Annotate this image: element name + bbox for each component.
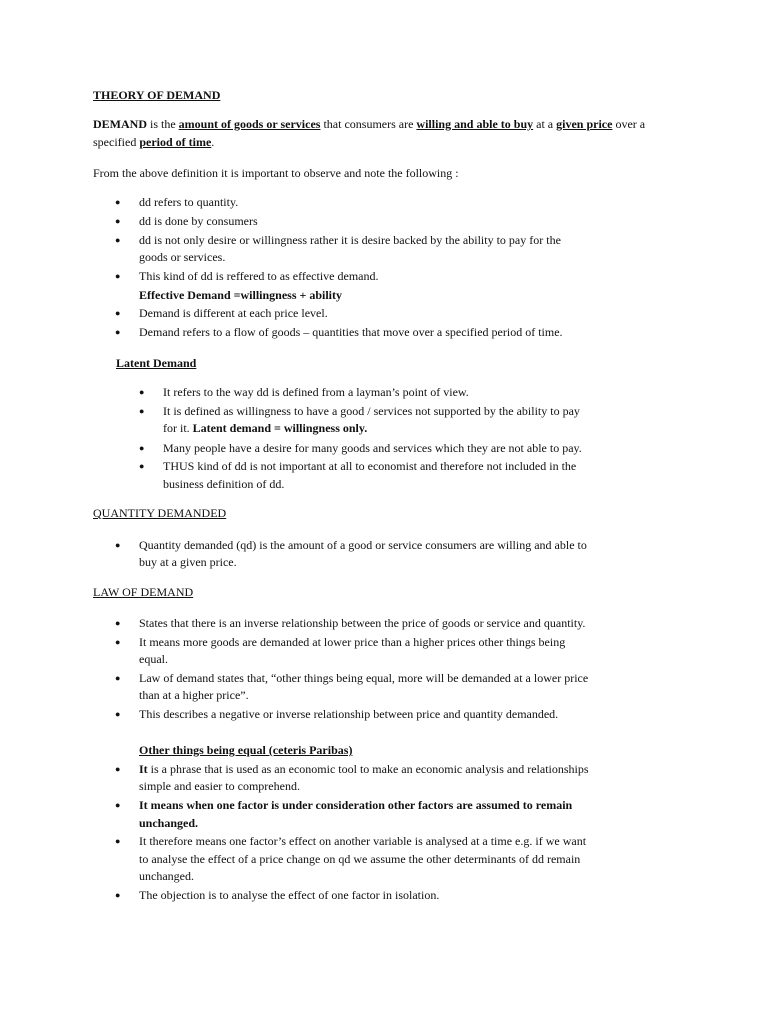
list-item: Many people have a desire for many goods and services which they are not able to pay. <box>163 441 582 455</box>
heading-quantity-demanded: QUANTITY DEMANDED <box>93 506 227 520</box>
heading-latent-demand: Latent Demand <box>116 356 197 370</box>
bullet-icon: ● <box>115 327 121 337</box>
list-item: The objection is to analyse the effect of one factor in isolation. <box>139 888 440 902</box>
intro-paragraph: From the above definition it is important to observe and note the following : <box>93 166 459 180</box>
list-item-continuation: unchanged. <box>139 816 199 830</box>
definition-keyword: period of time <box>139 134 212 149</box>
definition-keyword: willing and able to buy <box>416 117 534 131</box>
definition-keyword: given price <box>556 117 613 131</box>
bullet-icon: ● <box>139 406 145 416</box>
bullet-icon: ● <box>115 637 121 647</box>
latent-demand-formula: Latent demand = willingness only. <box>192 421 368 435</box>
definition-paragraph <box>93 116 683 151</box>
heading-theory-of-demand: THEORY OF DEMAND <box>93 88 221 102</box>
bullet-icon: ● <box>115 673 121 683</box>
list-item: It means when one factor is under consideration other factors are assumed to remain <box>139 798 573 812</box>
bullet-icon: ● <box>115 890 121 900</box>
list-item: This kind of dd is reffered to as effective demand. <box>139 269 379 283</box>
list-item: Quantity demanded (qd) is the amount of a good or service consumers are willing and able to <box>139 538 587 552</box>
list-item-lead: It <box>139 762 148 776</box>
bullet-icon: ● <box>115 271 121 281</box>
bullet-icon: ● <box>139 387 145 397</box>
definition-text: is the <box>147 117 179 131</box>
bullet-icon: ● <box>115 216 121 226</box>
definition-term: DEMAND <box>93 117 147 131</box>
bullet-icon: ● <box>115 618 121 628</box>
definition-text: over a specified <box>93 117 646 149</box>
list-item: dd is not only desire or willingness rather it is desire backed by the ability to pay for the <box>139 233 561 247</box>
list-item: It refers to the way dd is defined from a layman’s point of view. <box>163 385 469 399</box>
list-item-continuation: simple and easier to comprehend. <box>139 779 300 793</box>
list-item-continuation: than at a higher price”. <box>139 688 249 702</box>
list-item: States that there is an inverse relationship between the price of goods or service and quantity. <box>139 616 586 630</box>
list-item-continuation: unchanged. <box>139 869 194 883</box>
definition-keyword: amount of goods or services <box>178 117 321 131</box>
definition-text: at a <box>533 117 557 131</box>
list-item <box>139 761 589 778</box>
bullet-icon: ● <box>115 540 121 550</box>
list-item-text: is a phrase that is used as an economic tool to make an economic analysis and relationships <box>147 762 589 776</box>
bullet-icon: ● <box>115 836 121 846</box>
heading-law-of-demand: LAW OF DEMAND <box>93 585 194 599</box>
list-item-continuation <box>163 420 367 437</box>
definition-text: . <box>211 134 215 149</box>
list-item: It is defined as willingness to have a good / services not supported by the ability to pay <box>163 404 580 418</box>
list-item-continuation: goods or services. <box>139 250 226 264</box>
bullet-icon: ● <box>115 308 121 318</box>
list-item-continuation: equal. <box>139 652 168 666</box>
bullet-icon: ● <box>115 709 121 719</box>
list-item: It therefore means one factor’s effect on another variable is analysed at a time e.g. if we want <box>139 834 587 848</box>
bullet-icon: ● <box>139 461 145 471</box>
list-item: dd refers to quantity. <box>139 195 239 209</box>
list-item: THUS kind of dd is not important at all to economist and therefore not included in the <box>163 459 577 473</box>
bullet-icon: ● <box>115 235 121 245</box>
list-item: It means more goods are demanded at lower price than a higher prices other things being <box>139 635 566 649</box>
list-item-text: for it. <box>163 421 193 435</box>
bullet-icon: ● <box>115 800 121 810</box>
heading-ceteris-paribus: Other things being equal (ceteris Paribas) <box>139 743 353 757</box>
list-item: Demand refers to a flow of goods – quantities that move over a specified period of time. <box>139 325 563 339</box>
bullet-icon: ● <box>139 443 145 453</box>
bullet-icon: ● <box>115 764 121 774</box>
list-item-continuation: buy at a given price. <box>139 555 237 569</box>
definition-text: that consumers are <box>320 117 417 131</box>
effective-demand-formula: Effective Demand =willingness + ability <box>139 288 343 302</box>
list-item: This describes a negative or inverse relationship between price and quantity demanded. <box>139 707 559 721</box>
list-item-continuation: to analyse the effect of a price change on qd we assume the other determinants of dd remain <box>139 852 581 866</box>
list-item: Law of demand states that, “other things being equal, more will be demanded at a lower price <box>139 671 589 685</box>
list-item: Demand is different at each price level. <box>139 306 328 320</box>
list-item: dd is done by consumers <box>139 214 258 228</box>
list-item-continuation: business definition of dd. <box>163 477 285 491</box>
bullet-icon: ● <box>115 197 121 207</box>
